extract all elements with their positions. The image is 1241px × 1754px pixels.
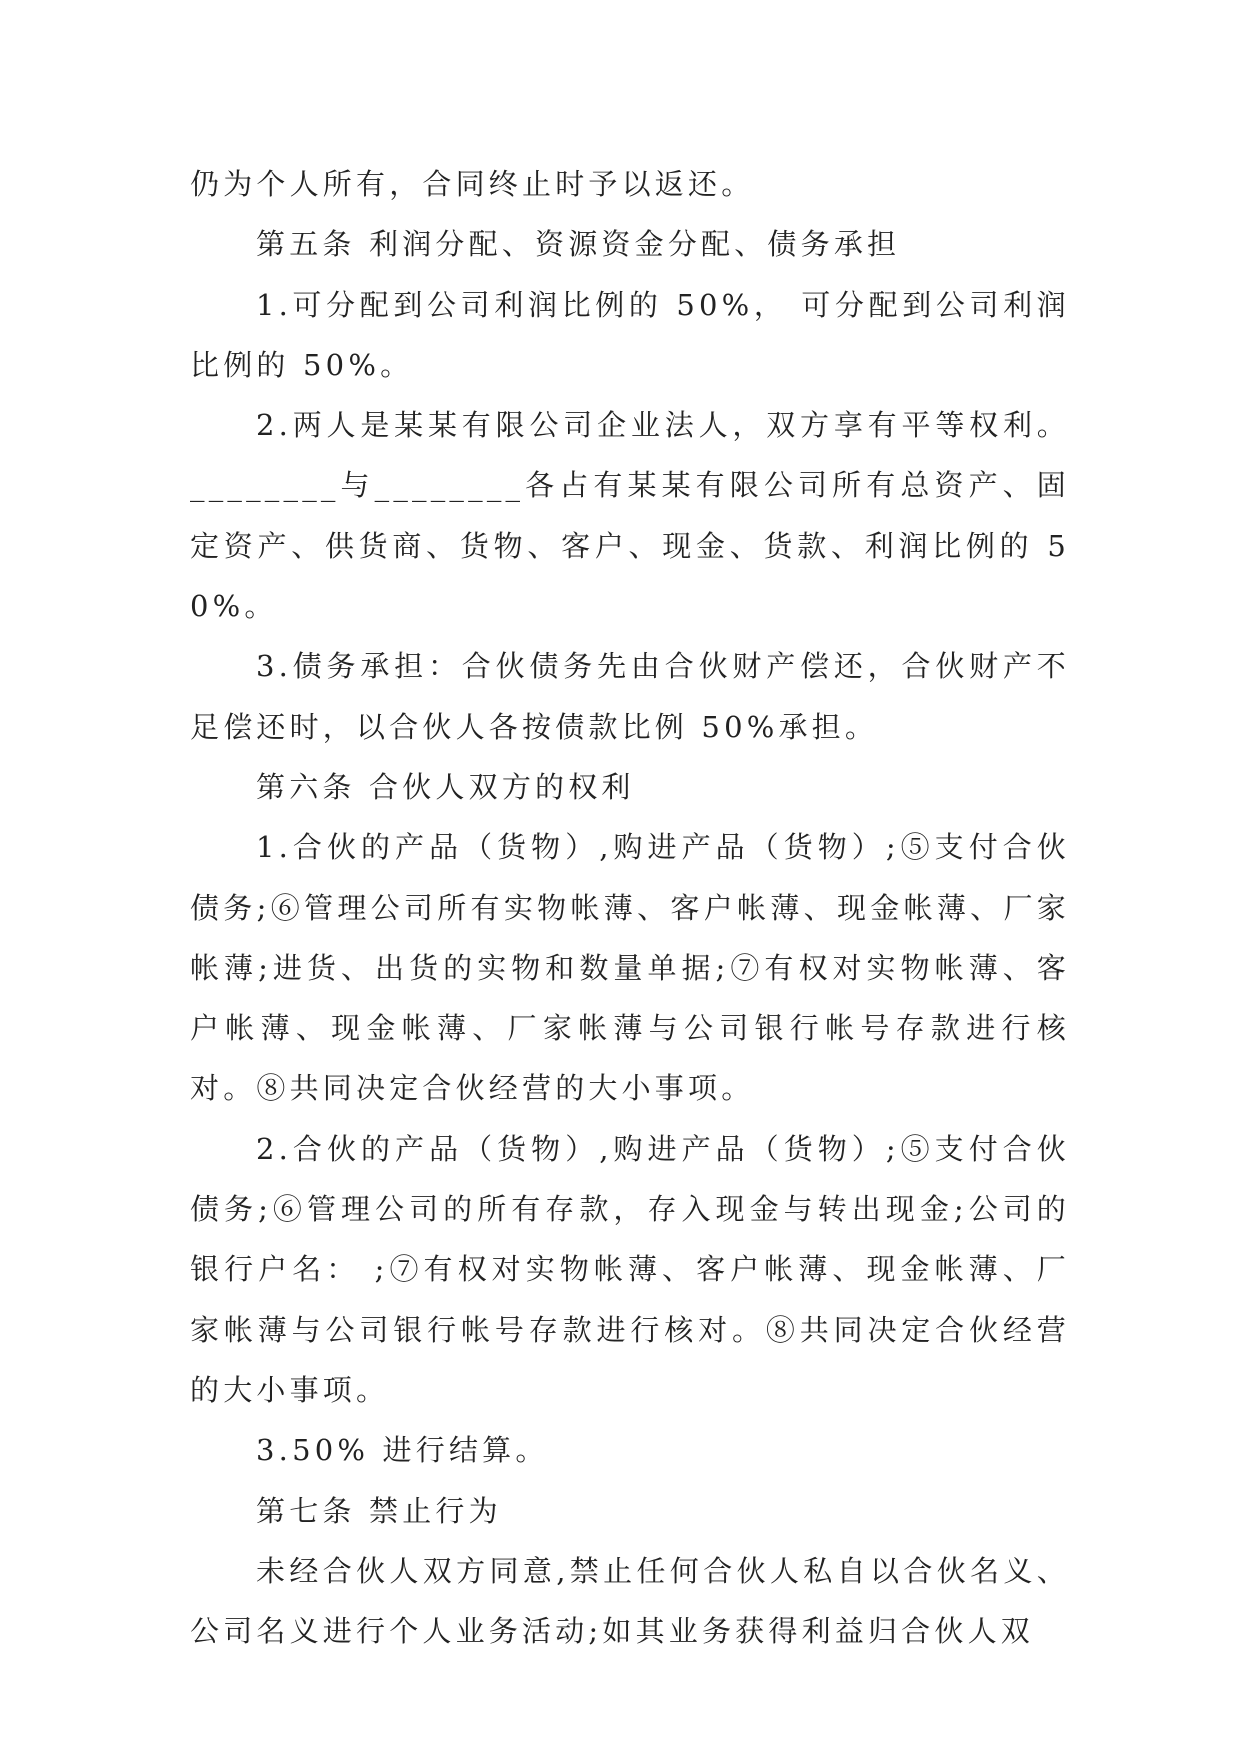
- document-body: [190, 154, 1070, 1661]
- paragraph-profit-ratio: 1.可分配到公司利润比例的 50%， 可分配到公司利润比例的 50%。: [190, 287, 1070, 382]
- paragraph-return-property: 仍为个人所有，合同终止时予以返还。: [190, 167, 755, 201]
- paragraph-rights-2: 2.合伙的产品（货物）,购进产品（货物）;⑤支付合伙债务;⑥管理公司的所有存款，存入现金与转出现金;公司的银行户名： ;⑦有权对实物帐薄、客户帐薄、现金帐薄、厂家帐薄与公司银行帐号存款进行核对。⑧共同决定合伙经营的大小事项。: [190, 1131, 1070, 1407]
- heading-article-7: 第七条 禁止行为: [256, 1493, 502, 1528]
- paragraph-settlement: 3.50% 进行结算。: [256, 1433, 549, 1468]
- heading-article-6: 第六条 合伙人双方的权利: [256, 769, 635, 804]
- paragraph-rights-1: 1.合伙的产品（货物）,购进产品（货物）;⑤支付合伙债务;⑥管理公司所有实物帐薄、客户帐薄、现金帐薄、厂家帐薄;进货、出货的实物和数量单据;⑦有权对实物帐薄、客户帐薄、现金帐薄、厂家帐薄与公司银行帐号存款进行核对。⑧共同决定合伙经营的大小事项。: [190, 830, 1070, 1106]
- paragraph-debt-bearing: 3.债务承担：合伙债务先由合伙财产偿还，合伙财产不足偿还时，以合伙人各按债款比例 50%承担。: [190, 649, 1070, 744]
- paragraph-legal-persons: 2.两人是某某有限公司企业法人，双方享有平等权利。________与________各占有某某有限公司所有总资产、固定资产、供货商、货物、客户、现金、货款、利润比例的 50%。: [190, 408, 1070, 624]
- paragraph-prohibited-acts: 未经合伙人双方同意,禁止任何合伙人私自以合伙名义、公司名义进行个人业务活动;如其业务获得利益归合伙人双: [190, 1553, 1070, 1649]
- heading-article-5: 第五条 利润分配、资源资金分配、债务承担: [256, 227, 901, 262]
